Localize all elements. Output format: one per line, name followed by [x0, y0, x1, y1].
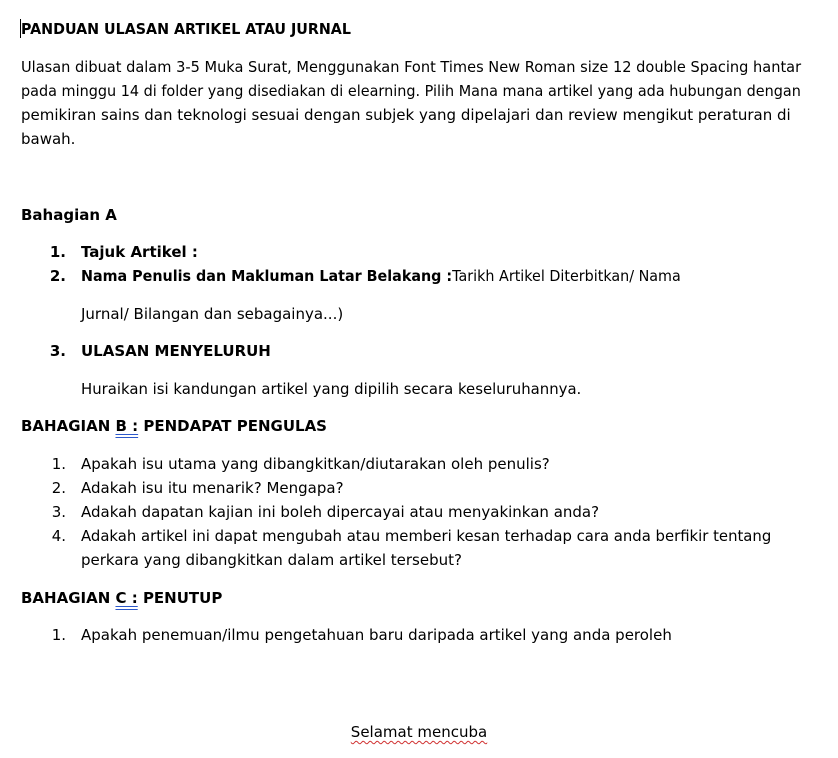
section-a-heading: Bahagian A [21, 206, 117, 224]
section-a-item-review: ULASAN MENYELURUH [81, 342, 271, 360]
item-description: Tarikh Artikel Diterbitkan/ Nama [452, 267, 681, 285]
list-number: 4. [51, 527, 66, 545]
list-number: 1. [51, 455, 66, 473]
closing-phrase: Selamat mencuba [350, 723, 488, 741]
section-c-question: Apakah penemuan/ilmu pengetahuan baru daripada artikel yang anda peroleh [81, 626, 672, 644]
intro-line-4: bawah. [21, 130, 76, 148]
section-b-question: Adakah isu itu menarik? Mengapa? [81, 479, 344, 497]
list-number: 1. [49, 243, 66, 261]
closing-text [0, 722, 838, 742]
heading-suffix: PENUTUP [137, 589, 223, 607]
section-b-question-continued: perkara yang dibangkitkan dalam artikel tersebut? [81, 551, 462, 569]
section-a-item-author [81, 266, 681, 286]
list-number: 2. [49, 267, 66, 285]
section-b-heading [21, 416, 327, 436]
heading-prefix: BAHAGIAN [21, 589, 116, 607]
section-b-question: Apakah isu utama yang dibangkitkan/diutarakan oleh penulis? [81, 455, 550, 473]
list-number: 2. [51, 479, 66, 497]
document-title: PANDUAN ULASAN ARTIKEL ATAU JURNAL [21, 20, 351, 38]
section-a-item-review-description: Huraikan isi kandungan artikel yang dipilih secara keseluruhannya. [81, 380, 582, 398]
section-a-item-title: Tajuk Artikel : [81, 243, 198, 261]
item-label: Nama Penulis dan Makluman Latar Belakang : [81, 267, 453, 285]
intro-line-3: pemikiran sains dan teknologi sesuai dengan subjek yang dipelajari dan review mengikut peraturan di [21, 106, 791, 124]
section-b-question: Adakah dapatan kajian ini boleh dipercayai atau menyakinkan anda? [81, 503, 600, 521]
list-number: 3. [49, 342, 66, 360]
section-a-item-author-continued: Jurnal/ Bilangan dan sebagainya...) [81, 305, 344, 323]
list-number: 3. [51, 503, 66, 521]
list-number: 1. [51, 626, 66, 644]
heading-letter: B : [115, 417, 139, 435]
heading-prefix: BAHAGIAN [21, 417, 116, 435]
intro-line-1: Ulasan dibuat dalam 3-5 Muka Surat, Menggunakan Font Times New Roman size 12 double Spacing hantar [21, 58, 802, 76]
heading-letter: C : [115, 589, 138, 607]
intro-line-2: pada minggu 14 di folder yang disediakan di elearning. Pilih Mana mana artikel yang ada hubungan dengan [21, 82, 801, 100]
heading-suffix: PENDAPAT PENGULAS [138, 417, 327, 435]
section-b-question: Adakah artikel ini dapat mengubah atau memberi kesan terhadap cara anda berfikir tentang [81, 527, 772, 545]
section-c-heading [21, 588, 222, 608]
